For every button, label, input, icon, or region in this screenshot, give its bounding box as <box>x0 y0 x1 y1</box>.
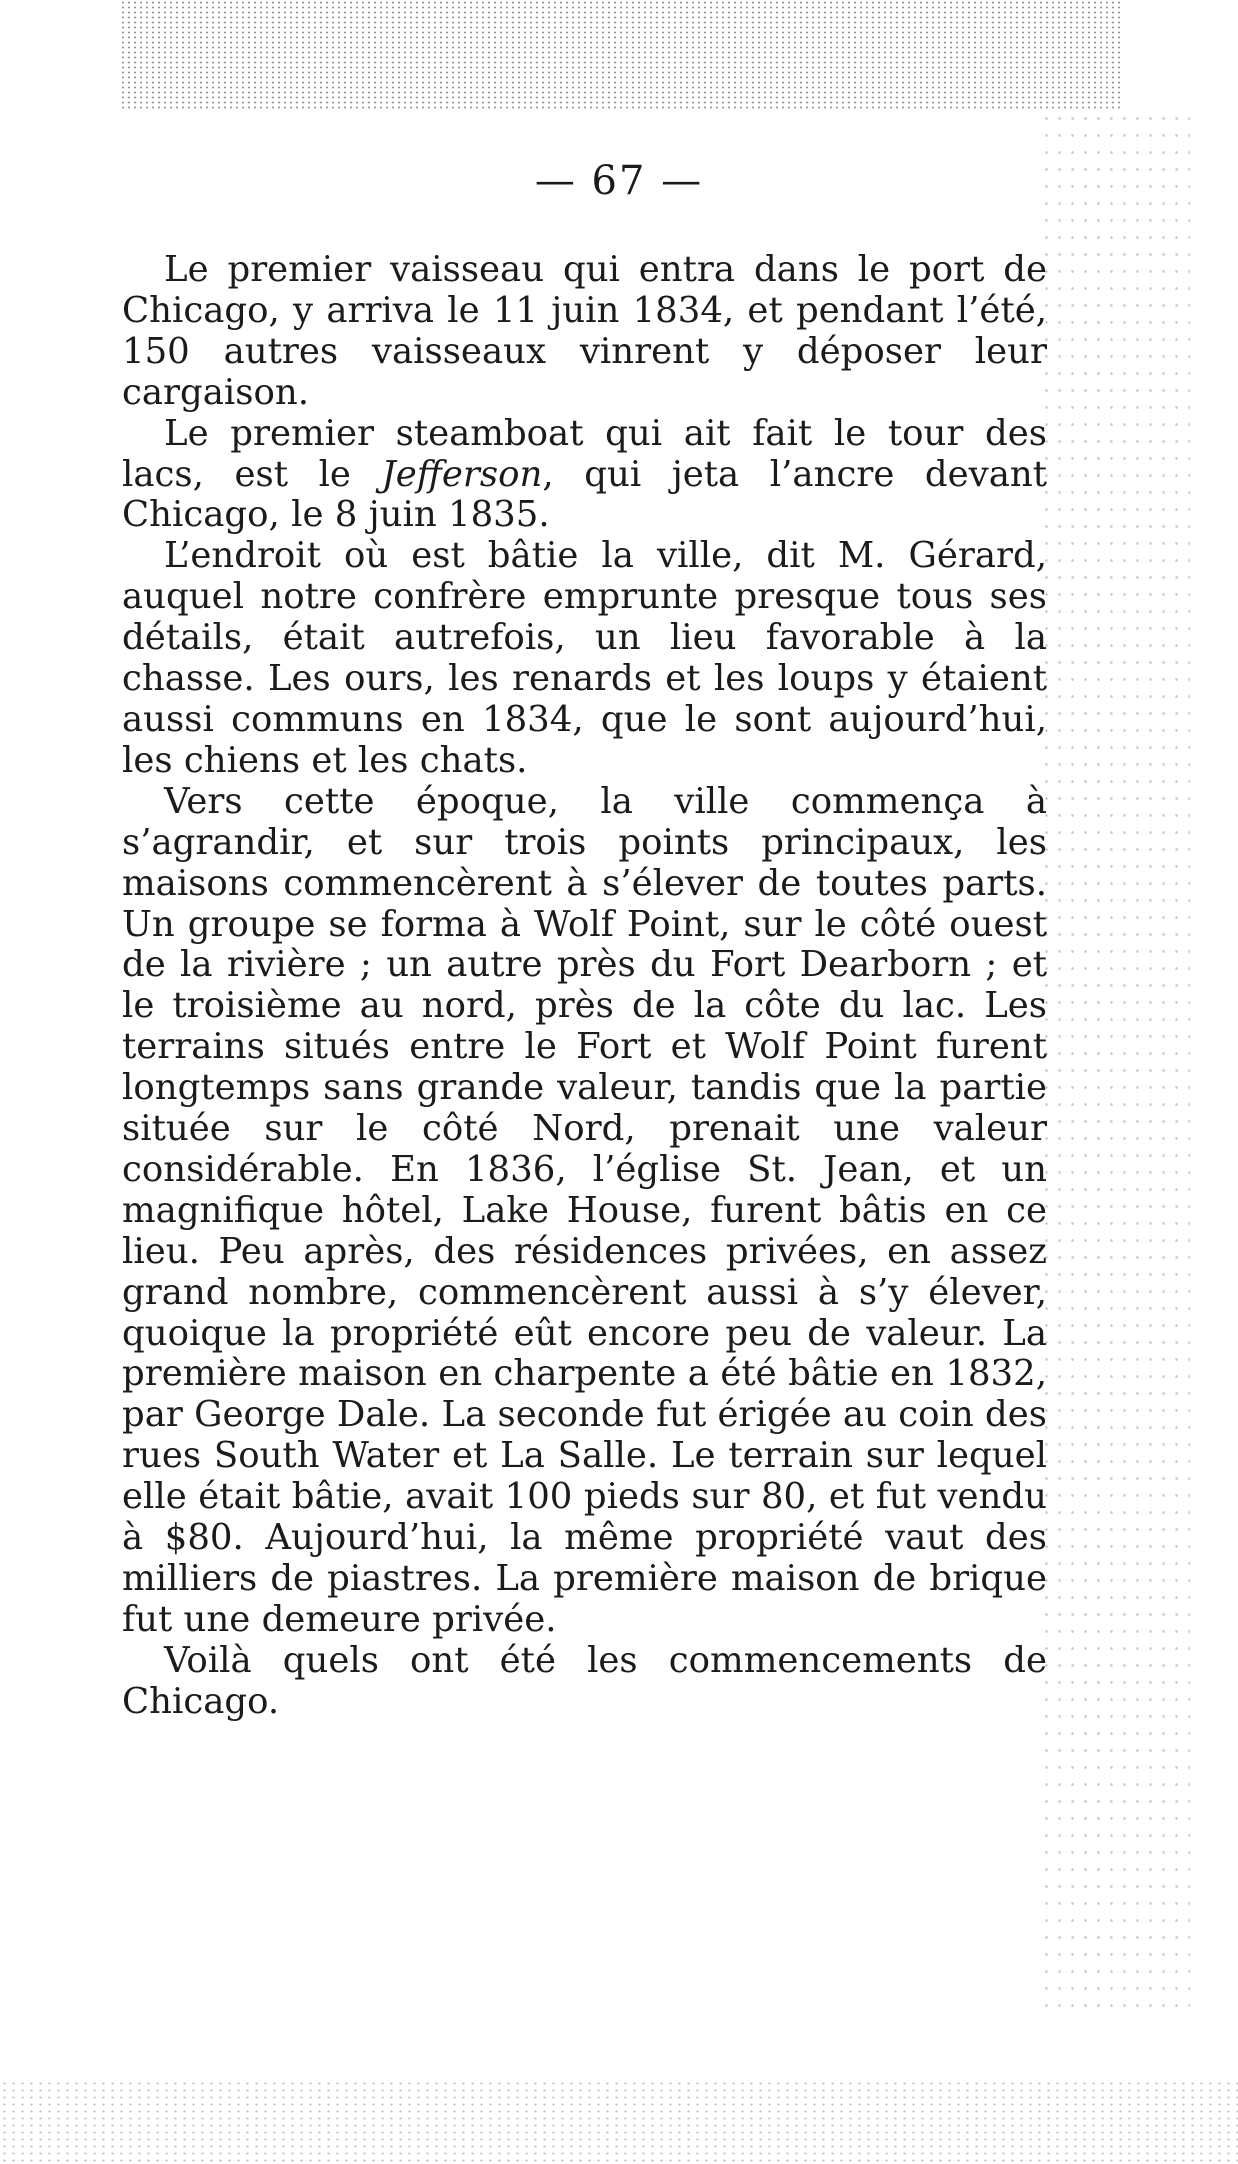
paragraph-text: Le premier steamboat qui ait fait le tour des lacs, est le <box>122 412 1047 495</box>
page-number: — 67 — <box>534 158 704 204</box>
paragraph-text: , qui jeta l’ancre devant Chicago, le 8 juin 1835. <box>122 453 1047 536</box>
paragraph-conclusion <box>122 1641 1047 1723</box>
paragraph-text: Le premier vaisseau qui entra dans le port de Chicago, y arriva le 11 juin 1834, et pendant l’été, 150 autres vaisseaux vinrent y déposer leur cargaison. <box>122 249 1047 413</box>
scan-noise-right <box>1040 110 1190 2010</box>
paragraph-first-vessel <box>122 250 1047 414</box>
paragraph-first-steamboat <box>122 414 1047 537</box>
paragraph-text: Vers cette époque, la ville commença à s’agrandir, et sur trois points principaux, les maisons commencèrent à s’élever de toutes parts. Un groupe se forma à Wolf Point, sur le côté ouest de la rivière ; un autre près du Fort Dearborn ; et le troisième au nord, près de la côte du lac. Les terrains situés entre le Fort et Wolf Point furent longtemps sans grande valeur, tandis que la partie située sur le côté Nord, prenait une valeur considérable. En 1836, l’église St. Jean, et un magnifique hôtel, Lake House, furent bâtis en ce lieu. Peu après, des résidences privées, en assez grand nombre, commencèrent aussi à s’y élever, quoique la propriété eût encore peu de valeur. La première maison en charpente a été bâtie en 1832, par George Dale. La seconde fut érigée au coin des rues South Water et La Salle. Le terrain sur lequel elle était bâtie, avait 100 pieds sur 80, et fut vendu à $80. Aujourd’hui, la même propriété vaut des milliers de piastres. La première maison de brique fut une demeure privée. <box>122 780 1047 1640</box>
scan-noise-bottom <box>0 2080 1238 2164</box>
ship-name: Jefferson <box>381 453 543 495</box>
paragraph-hunting-ground <box>122 536 1047 781</box>
paragraph-text: Voilà quels ont été les commencements de Chicago. <box>122 1639 1047 1722</box>
scan-noise-top <box>120 0 1120 110</box>
body-text <box>122 250 1047 1723</box>
paragraph-text: L’endroit où est bâtie la ville, dit M. Gérard, auquel notre confrère emprunte presque tous ses détails, était autrefois, un lieu favorable à la chasse. Les ours, les renards et les loups y étaient aussi communs en 1834, que le sont aujourd’hui, les chiens et les chats. <box>122 535 1047 781</box>
paragraph-city-growth <box>122 782 1047 1641</box>
